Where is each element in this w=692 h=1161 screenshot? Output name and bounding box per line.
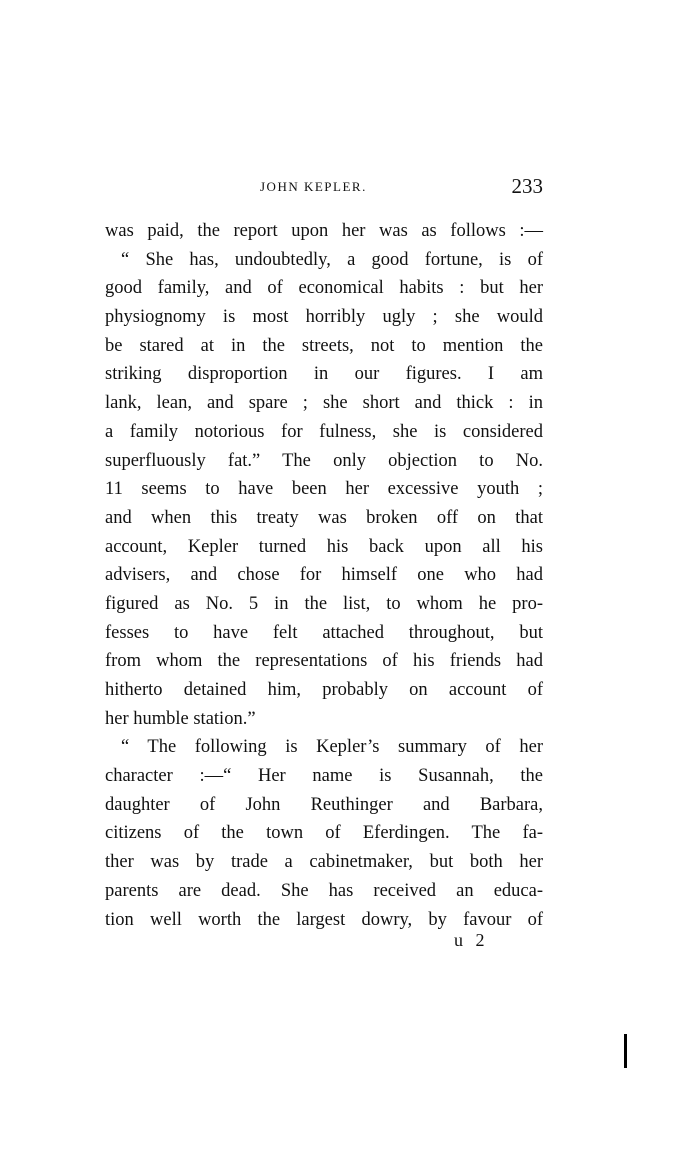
text-line: citizens of the town of Eferdingen. The fa- — [105, 823, 543, 844]
body-text — [105, 217, 543, 934]
text-line: lank, lean, and spare ; she short and thick : in — [105, 393, 543, 414]
text-line: daughter of John Reuthinger and Barbara, — [105, 794, 543, 815]
text-line: hitherto detained him, probably on account of — [105, 680, 543, 700]
running-head — [105, 176, 545, 198]
text-line: advisers, and chose for himself one who had — [105, 565, 543, 586]
text-line: superfluously fat.” The only objection to No. — [105, 450, 543, 471]
text-line: account, Kepler turned his back upon all his — [105, 536, 543, 557]
text-line: “ The following is Kepler’s summary of her — [121, 737, 543, 758]
text-line: a family notorious for fulness, she is considered — [105, 421, 543, 442]
text-line: from whom the representations of his friends had — [105, 651, 543, 672]
text-line: parents are dead. She has received an educa- — [105, 880, 543, 901]
running-title: JOHN KEPLER. — [260, 179, 367, 194]
text-line: and when this treaty was broken off on that — [105, 507, 543, 528]
page-number: 233 — [511, 174, 543, 198]
text-line: ther was by trade a cabinetmaker, but both her — [105, 852, 543, 873]
text-line: striking disproportion in our figures. I am — [105, 364, 543, 385]
text-line: her humble station.” — [105, 708, 256, 729]
signature-mark: u 2 — [454, 930, 489, 950]
text-line: tion well worth the largest dowry, by favour of — [105, 909, 543, 930]
text-line: good family, and of economical habits : but her — [105, 278, 543, 299]
text-line: figured as No. 5 in the list, to whom he pro- — [105, 593, 543, 614]
text-line: be stared at in the streets, not to mention the — [105, 335, 543, 356]
text-line: was paid, the report upon her was as follows :— — [105, 221, 543, 241]
text-line: fesses to have felt attached throughout, but — [105, 622, 543, 643]
text-line: “ She has, undoubtedly, a good fortune, is of — [121, 249, 543, 270]
scan-edge-mark — [624, 1034, 627, 1068]
text-line: character :—“ Her name is Susannah, the — [105, 766, 543, 787]
text-line: physiognomy is most horribly ugly ; she would — [105, 307, 543, 328]
text-line: 11 seems to have been her excessive youth ; — [105, 479, 543, 500]
